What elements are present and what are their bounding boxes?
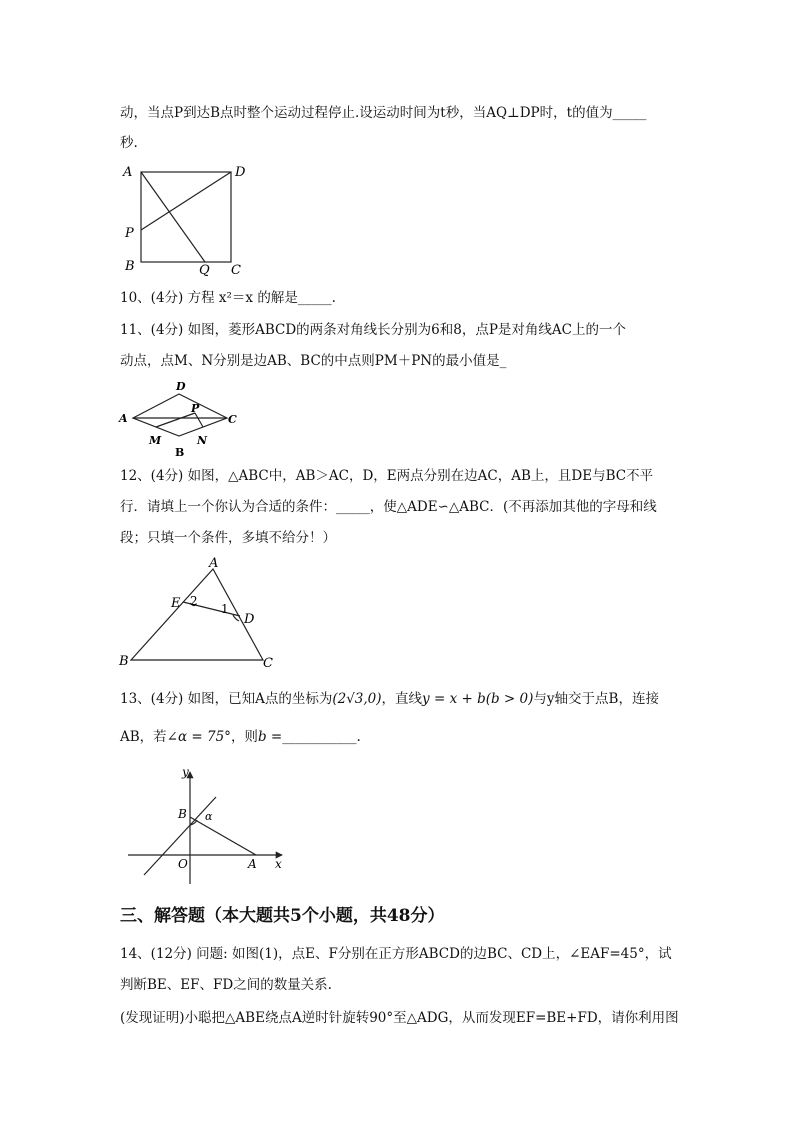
q14-line-1: 14、(12分) 问题: 如图(1)，点E、F分别在正方形ABCD的边BC、CD上，∠EAF=45°，试	[120, 946, 672, 962]
q12-label-e: E	[171, 596, 181, 611]
q12-angle-2: 2	[190, 594, 198, 608]
q9-line-2: 秒.	[120, 135, 138, 151]
q11-label-n: N	[197, 434, 208, 447]
q9-label-p: P	[125, 226, 134, 241]
q9-label-c: C	[231, 263, 241, 278]
q13-coordinate: (2√3,0)	[332, 691, 382, 707]
q12-label-c: C	[263, 656, 273, 671]
q13-angle-condition: ∠α = 75°	[166, 729, 231, 745]
q13-label-b: B	[178, 807, 187, 821]
q9-label-b: B	[125, 259, 135, 274]
q11-label-d: D	[176, 380, 186, 393]
q11-label-a: A	[119, 412, 128, 425]
q9-label-d: D	[235, 165, 246, 180]
q11-label-m: M	[149, 434, 162, 447]
q11-line-1: 11、(4分) 如图，菱形ABCD的两条对角线长分别为6和8，点P是对角线AC上的一个	[120, 322, 627, 338]
q13-label-a: A	[248, 857, 257, 871]
q13-prefix: 13、(4分) 如图，已知A点的坐标为	[120, 691, 333, 707]
q11-rhombus-figure	[115, 378, 255, 460]
q12-label-a: A	[209, 556, 219, 571]
q14-line-3: (发现证明)小聪把△ABE绕点A逆时针旋转90°至△ADG，从而发现EF=BE+FD，请你利用图	[120, 1010, 679, 1026]
q13-line-1	[120, 689, 659, 709]
q13-axis-y-label: y	[182, 765, 189, 779]
q10-line-1: 10、(4分) 方程 x²＝x 的解是_____.	[120, 290, 336, 306]
q12-label-d: D	[244, 612, 255, 627]
q12-line-1: 12、(4分) 如图，△ABC中，AB＞AC，D，E两点分别在边AC，AB上，且DE与BC不平	[120, 468, 654, 484]
q9-label-a: A	[123, 165, 133, 180]
q12-line-2: 行．请填上一个你认为合适的条件：_____，使△ADE∽△ABC．(不再添加其他的字母和线	[120, 499, 657, 515]
q13-line2-mid: ，则	[230, 729, 258, 745]
q13-label-o: O	[178, 857, 188, 871]
q9-label-q: Q	[199, 263, 210, 278]
q12-label-b: B	[119, 654, 129, 669]
q11-label-b: B	[175, 446, 185, 459]
q9-square-figure	[115, 160, 255, 280]
q11-line-2: 动点，点M、N分别是边AB、BC的中点则PM＋PN的最小值是_	[120, 353, 507, 369]
q12-triangle-figure	[115, 555, 285, 675]
q14-line-2: 判断BE、EF、FD之间的数量关系.	[120, 977, 332, 993]
q12-angle-1: 1	[221, 602, 229, 616]
q11-label-p: P	[191, 402, 200, 415]
q13-coordinate-figure	[120, 762, 300, 892]
q12-line-3: 段；只填一个条件，多填不给分！）	[120, 530, 336, 546]
q9-line-1: 动，当点P到达B点时整个运动过程停止.设运动时间为t秒，当AQ⊥DP时，t的值为_____	[120, 105, 647, 121]
q13-label-alpha: α	[205, 810, 213, 823]
section-3-title: 三、解答题（本大题共5个小题，共48分）	[120, 906, 445, 926]
q13-mid: ，直线	[381, 691, 423, 707]
q13-answer-variable: b =	[257, 729, 283, 745]
q13-suffix: 与y轴交于点B，连接	[533, 691, 659, 707]
q13-line-equation: y = x + b(b > 0)	[422, 691, 534, 707]
q13-end: .	[356, 729, 361, 745]
q11-label-c: C	[228, 413, 237, 426]
q13-line2-prefix: AB，若	[120, 729, 167, 745]
q13-axis-x-label: x	[275, 857, 282, 871]
q13-line-2	[120, 727, 361, 747]
q13-answer-blank: ___________	[282, 729, 357, 745]
